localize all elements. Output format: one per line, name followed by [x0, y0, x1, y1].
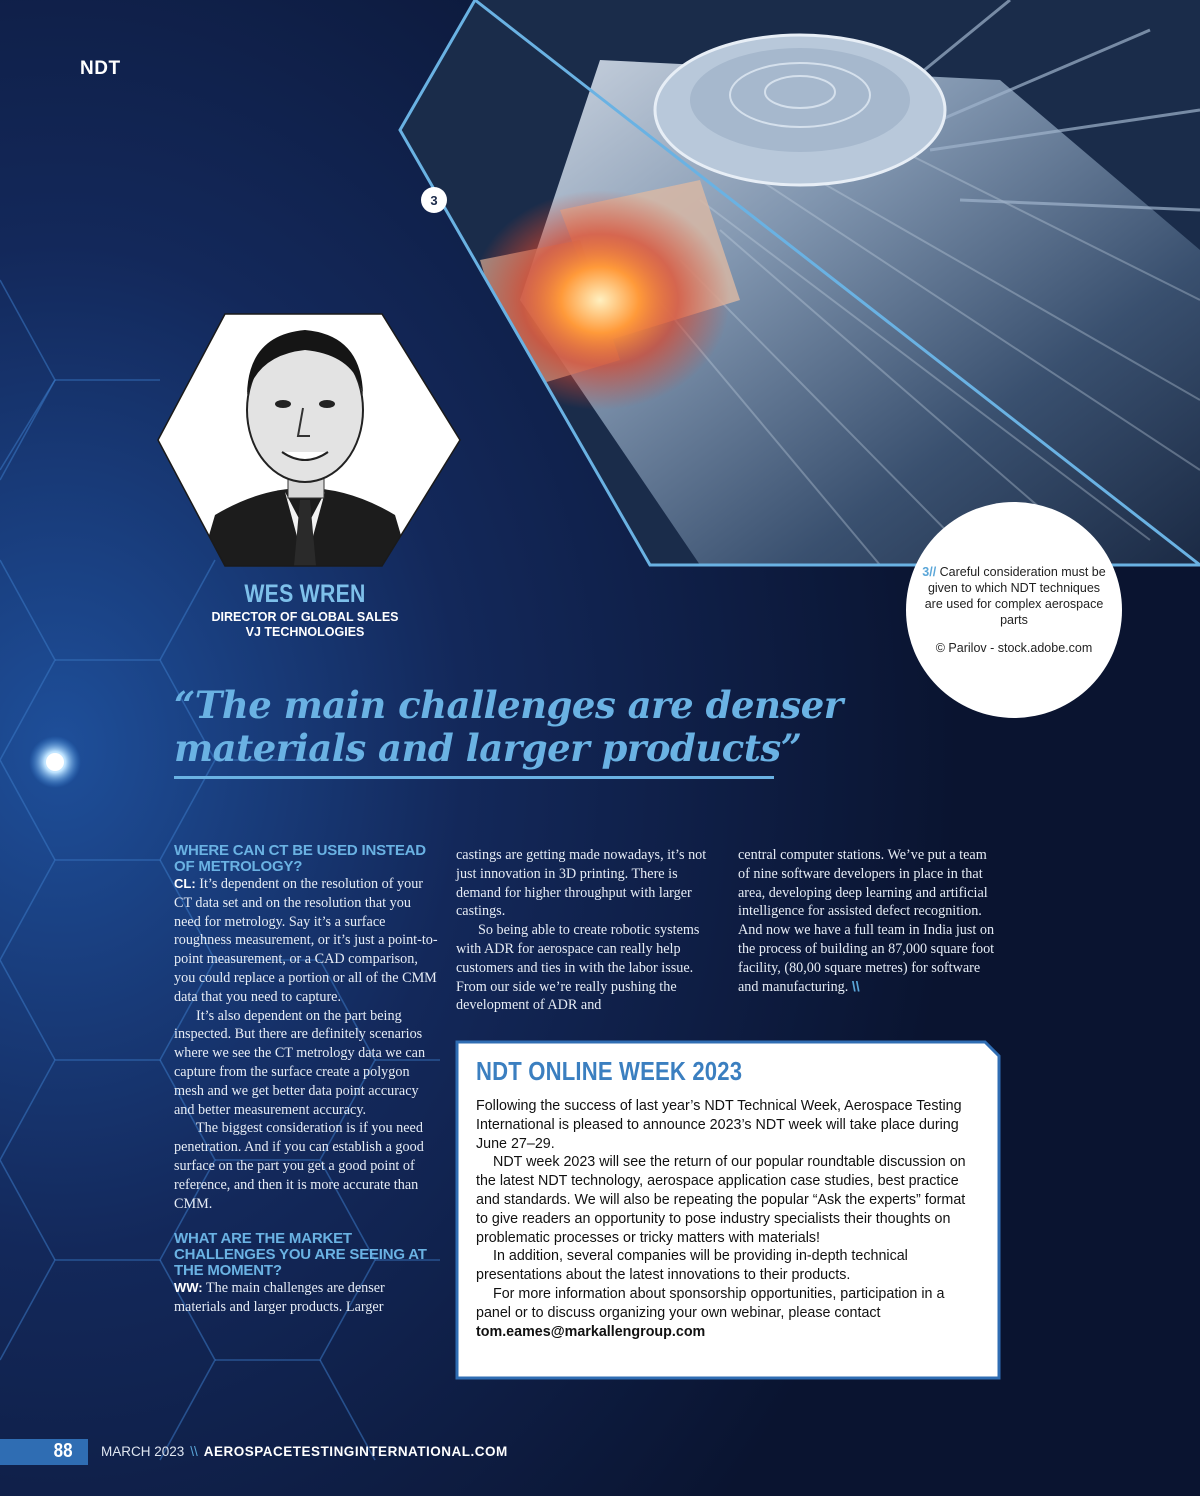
- speaker-initials: WW:: [174, 1280, 203, 1296]
- photo-number-badge: 3: [421, 187, 447, 213]
- body-text: central computer stations. We’ve put a team of nine software developers in place in that area, developing deep learning and artificial intelligence for assisted defect recognition. And now we have a full team in India just on the process of building an 87,000 square foot facility, (80,00 square metres) for software and manufacturing.: [738, 847, 995, 995]
- speaker-initials: CL:: [174, 876, 196, 891]
- info-box-paragraph: In addition, several companies will be providing in-depth technical presentations about the latest innovations to their products.: [476, 1248, 908, 1284]
- caption-number: 3//: [922, 565, 937, 579]
- article-column-3: [738, 846, 1000, 996]
- person-job-title: DIRECTOR OF GLOBAL SALES: [211, 610, 399, 624]
- body-paragraph: [738, 846, 1000, 996]
- body-paragraph: It’s also dependent on the part being inspected. But there are definitely scenarios where we see the CT metrology data we can capture from the surface create a polygon mesh and we get better data point accuracy and better measurement accuracy.: [174, 1007, 426, 1118]
- answer-text: The main challenges are denser materials and larger products. Larger: [174, 1280, 385, 1316]
- person-title: [160, 610, 450, 640]
- info-box: [476, 1056, 981, 1341]
- photo-caption: [906, 502, 1122, 718]
- question-heading: WHERE CAN CT BE USED INSTEAD OF METROLOGY?: [174, 842, 426, 875]
- answer-paragraph: [174, 875, 439, 1007]
- body-paragraph: The biggest consideration is if you need penetration. And if you can establish a good surface on the part you get a good point of reference, and then it is more accurate than CMM.: [174, 1120, 424, 1212]
- footer-separator: \\: [190, 1444, 198, 1459]
- person-name: WES WREN: [244, 580, 366, 608]
- answer-text: It’s dependent on the resolution of your CT data set and on the resolution that you need for metrology. Say it’s a surface roughness measurement, or it’s just a point-to-point measurement, or a CAD comparison, you could replace a portion or all of the CMM data that you need to capture.: [174, 876, 438, 1005]
- section-label: NDT: [80, 58, 121, 79]
- contact-email-link[interactable]: tom.eames@markallengroup.com: [476, 1323, 706, 1340]
- pull-quote: “The main challenges are denser materials and larger products”: [174, 683, 843, 770]
- caption-text: Careful consideration must be given to which NDT techniques are used for complex aerospace parts: [924, 565, 1106, 627]
- footer-page-tab: [0, 1439, 88, 1465]
- footer-website-link[interactable]: AEROSPACETESTINGINTERNATIONAL.COM: [203, 1444, 508, 1459]
- article-column-2: [456, 846, 718, 1015]
- question-heading: WHAT ARE THE MARKET CHALLENGES YOU ARE SEEING AT THE MOMENT?: [174, 1230, 427, 1280]
- body-paragraph: So being able to create robotic systems with ADR for aerospace can really help customers and ties in with the labor issue. From our side we’re really pushing the development of ADR and: [456, 922, 700, 1014]
- info-box-paragraph: NDT week 2023 will see the return of our popular roundtable discussion on the latest NDT technology, aerospace application case studies, best practice and standards. We will also be repeating the popular “Ask the experts” format to give readers an opportunity to pose industry specialists their thoughts on problematic processes or tricky matters with materials!: [476, 1154, 966, 1246]
- pull-quote-underline: [174, 776, 774, 779]
- info-box-paragraph: Following the success of last year’s NDT Technical Week, Aerospace Testing International is pleased to announce 2023’s NDT week will take place during June 27–29.: [476, 1098, 962, 1152]
- body-paragraph: castings are getting made nowadays, it’s not just innovation in 3D printing. There is demand for higher throughput with larger castings.: [456, 847, 707, 920]
- info-box-paragraph: For more information about sponsorship opportunities, participation in a panel or to discuss organizing your own webinar, please contact: [476, 1285, 945, 1321]
- info-box-body: [476, 1097, 981, 1341]
- end-mark: \\: [851, 978, 860, 995]
- answer-paragraph: [174, 1279, 439, 1317]
- page-number: 88: [53, 1440, 73, 1462]
- caption-credit: © Parilov - stock.adobe.com: [935, 641, 1093, 655]
- info-box-title: NDT ONLINE WEEK 2023: [476, 1056, 743, 1086]
- article-column-1: [174, 843, 439, 1317]
- footer-issue-line: [101, 1444, 508, 1459]
- footer-date: MARCH 2023: [101, 1444, 185, 1459]
- person-company: VJ TECHNOLOGIES: [245, 625, 365, 639]
